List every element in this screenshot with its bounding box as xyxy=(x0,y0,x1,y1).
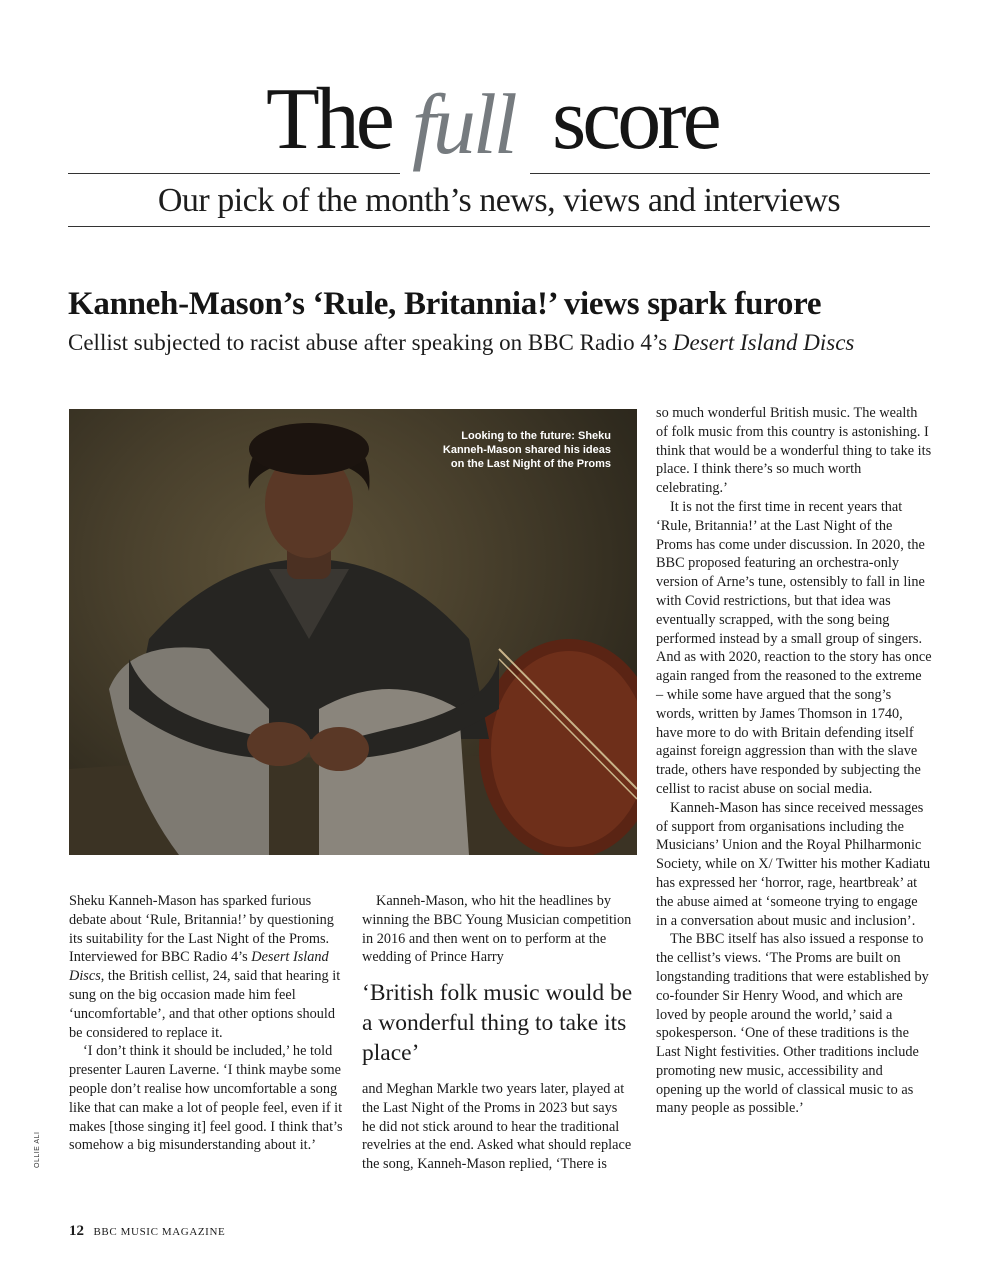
pull-quote: ‘British folk music would be a wonderful thing to take its place’ xyxy=(362,980,633,1066)
page-footer xyxy=(69,1223,225,1240)
col1-p1-programme: Desert Island Discs xyxy=(69,949,329,985)
article-column-1 xyxy=(69,892,351,1155)
masthead xyxy=(0,70,999,180)
article-column-3 xyxy=(656,404,932,1118)
column-2-paragraph-1: Kanneh-Mason, who hit the headlines by winning the BBC Young Musician competition in 2016 and then went on to perform at the wedding of Prince Harry xyxy=(362,893,632,966)
subtitle-rule xyxy=(68,226,930,227)
column-1-paragraph-1 xyxy=(69,892,351,1042)
masthead-full: full xyxy=(412,76,515,172)
photo-credit: OLLIE ALI xyxy=(34,1131,41,1168)
column-1-paragraph-2: ‘I don’t think it should be included,’ he told presenter Lauren Laverne. ‘I think maybe some people don’t realise how uncomfortable a song like that can make a lot of people feel, even if it makes [those singing it] feel good. I think that’s somehow a big misunderstanding about it.’ xyxy=(69,1043,343,1154)
section-subtitle: Our pick of the month’s news, views and interviews xyxy=(157,182,841,219)
article-photo xyxy=(69,409,637,855)
page-number: 12 xyxy=(69,1223,84,1239)
magazine-name: BBC MUSIC MAGAZINE xyxy=(93,1226,226,1238)
col1-p1-text-b: , the British cellist, 24, said that hearing it sung on the big occasion made him feel ‘uncomfortable’, and that other options should be considered to replace it. xyxy=(69,968,341,1041)
column-2-paragraph-2: and Meghan Markle two years later, played at the Last Night of the Proms in 2023 but says he did not stick around to hear the traditional revelries at the end. Asked what should replace the song, Kanneh-Mason replied, ‘There is xyxy=(362,1081,632,1173)
column-3-paragraph-2: It is not the first time in recent years that ‘Rule, Britannia!’ at the Last Night of the Proms has come under discussion. In 2020, the BBC proposed featuring an orchestra-only version of Arne’s tune, ostensibly to fall in line with Covid restrictions, but that idea was eventually scrapped, with the song being performed instead by a small group of singers. And as with 2020, reaction to the story has once again ranged from the reasoned to the extreme – while some have argued that the song’s words, written by James Thomson in 1740, have more to do with Britain defending itself against foreign aggression than with the slave trade, others have responded by subjecting the cellist to racist abuse on social media. xyxy=(656,498,932,797)
masthead-rule-right xyxy=(530,173,930,174)
standfirst-text: Cellist subjected to racist abuse after speaking on BBC Radio 4’s xyxy=(68,330,673,355)
article-column-2-top xyxy=(362,892,634,967)
column-3-paragraph-1: so much wonderful British music. The wealth of folk music from this country is astonishing. I think that would be a wonderful thing to take its place. I think there’s so much worth celebrating.’ xyxy=(656,405,932,497)
article-headline: Kanneh-Mason’s ‘Rule, Britannia!’ views spark furore xyxy=(68,286,822,322)
col1-p1-text-a: Sheku Kanneh-Mason has sparked furious debate about ‘Rule, Britannia!’ by questioning its suitability for the Last Night of the Proms. Interviewed for BBC Radio 4’s xyxy=(69,893,334,966)
right-hand xyxy=(309,727,369,771)
standfirst-programme: Desert Island Discs xyxy=(672,330,855,355)
article-column-2-bottom xyxy=(362,1080,634,1174)
portrait-illustration xyxy=(69,409,637,855)
masthead-rule-left xyxy=(68,173,400,174)
photo-caption: Looking to the future: Sheku Kanneh-Mason shared his ideas on the Last Night of the Proms xyxy=(442,430,611,470)
column-3-paragraph-3: Kanneh-Mason has since received messages of support from organisations including the Musicians’ Union and the Royal Philharmonic Society, while on X/ Twitter his mother Kadiatu has expressed her ‘horror, rage, heartbreak’ at the abuse aimed at ‘someone trying to engage in a conversation about music and inclusion’. xyxy=(656,799,931,929)
column-3-paragraph-4: The BBC itself has also issued a response to the cellist’s views. ‘The Proms are built on longstanding traditions that were established by co-founder Sir Henry Wood, and which are loved by people around the world,’ said a spokesperson. ‘One of these traditions is the Last Night festivities. Other traditions include promoting new music, accessibility and opening up the world of classical music to as many people as possible.’ xyxy=(656,931,929,1117)
left-hand xyxy=(247,722,311,766)
masthead-score: score xyxy=(552,71,718,168)
article-standfirst xyxy=(68,328,938,358)
masthead-the: The xyxy=(266,71,391,168)
hair-top xyxy=(249,423,369,475)
